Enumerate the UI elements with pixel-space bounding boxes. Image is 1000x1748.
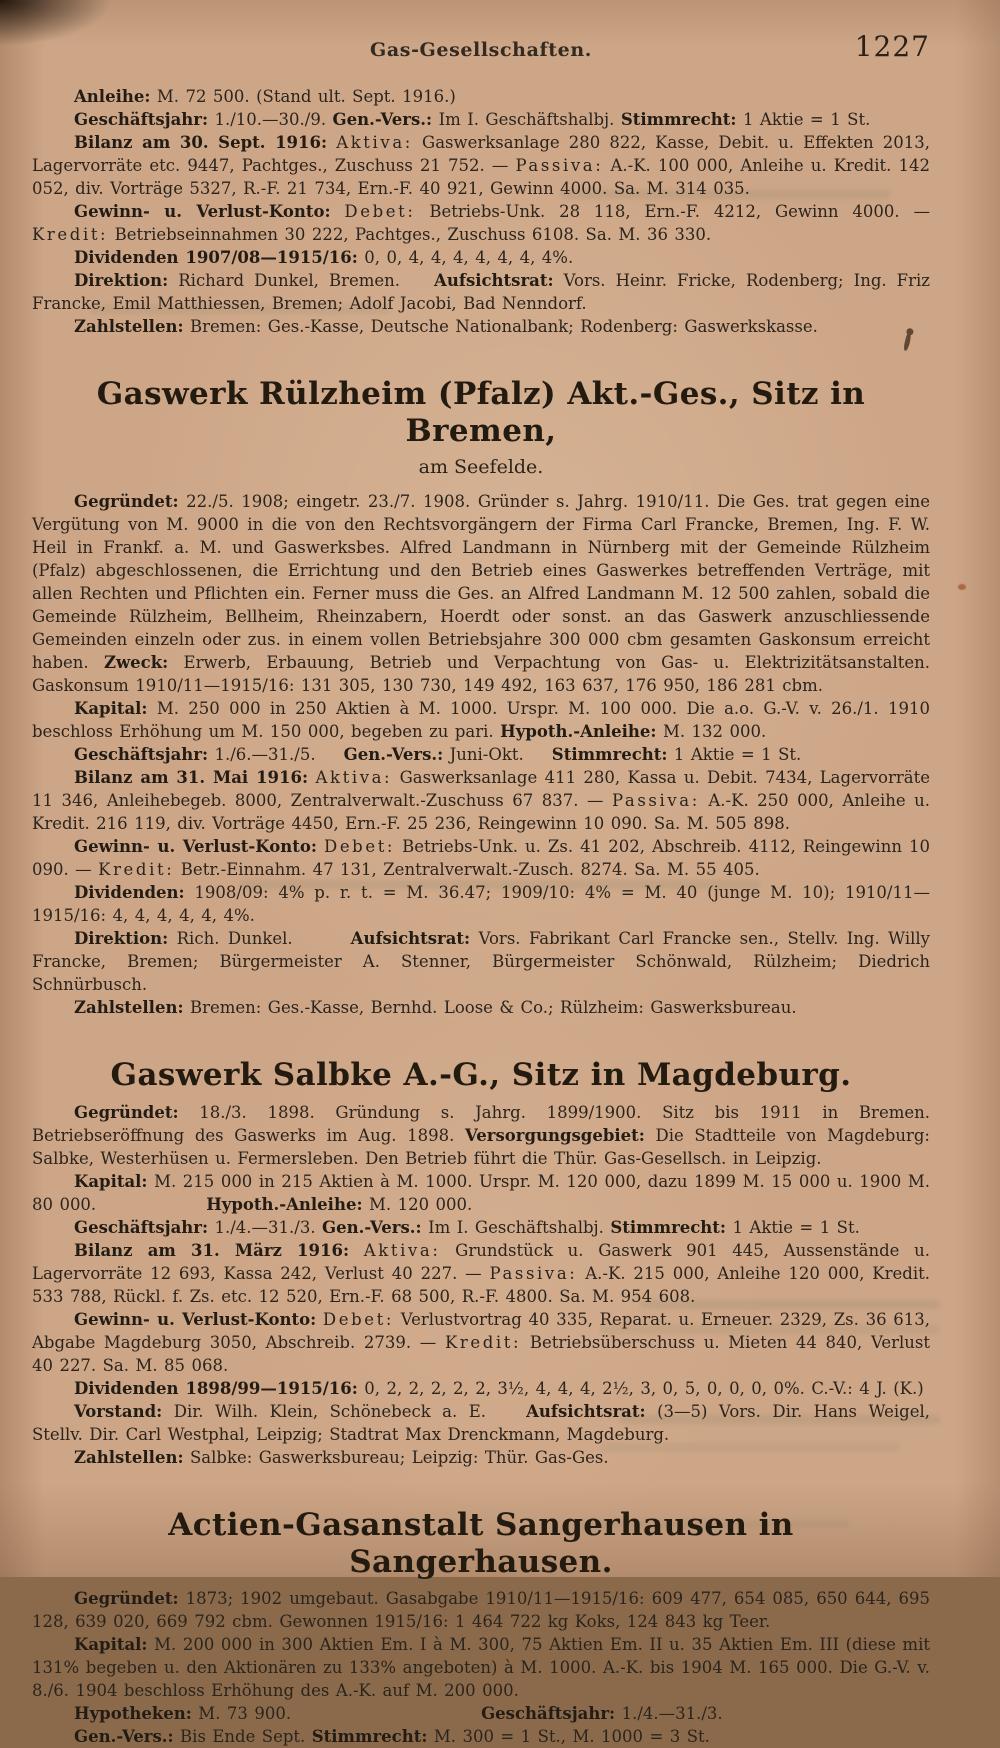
paragraph [32,1239,930,1308]
page-number: 1227 [854,30,930,63]
bold-label: Hypotheken: [74,1703,192,1723]
paragraph [32,1400,930,1446]
paragraph [32,1725,930,1748]
text-run: Gaswerksanlage 411 280, Kassa u. Debit. 7434, Lagervorräte 11 346, Anleihebegeb. 8000, Zentralverwalt.-Zuschuss 67 837. — [32,768,931,811]
text-run: 22./5. 1908; eingetr. 23./7. 1908. Gründer s. Jahrg. 1910/11. Die Ges. trat gegen eine Vergütung von M. 9000 in die von den Rechtsvorgängern der Firma Carl Francke, Bremen, Ing. F. W. Heil in Frankf. a. M. und Gaswerksbes. Alfred Landmann in Nürnberg mit der Gemeinde Rülzheim (Pfalz) abgeschlossenen, die Errichtung und den Betrieb eines Gaswerkes betreffenden Verträge, mit allen Rechten und Pflichten ein. Ferner muss die Ges. an Alfred Landmann M. 12 500 zahlen, sobald die Gemeinde Rülzheim, Bellheim, Rheinzabern, Hoerdt oder sonst. an das Gaswerk anzuschliessende Gemeinden einzeln oder zus. in einem vollen Betriebsjahre 300 000 cbm gesamten Gaskonsum erreicht haben. [32,492,930,673]
company-heading: Gaswerk Salbke A.-G., Sitz in Magdeburg. [110,1057,852,1094]
text-run: Erwerb, Erbauung, Betrieb und Verpachtung von Gas- u. Elektrizitätsanstalten. Gaskonsum 1910/11—1915/16: 131 305, 130 730, 149 492, 163 637, 176 950, 186 281 cbm. [32,653,930,696]
bold-label: Bilanz am 31. Mai 1916: [74,768,309,788]
text-run: Betriebseinnahmen 30 222, Pachtges., Zuschuss 6108. Sa. M. 36 330. [108,225,712,244]
text-run [331,202,345,221]
paragraph [32,490,930,697]
paragraph [32,1377,930,1400]
paragraph [32,315,930,338]
paragraph [32,927,930,996]
bold-label: Geschäftsjahr: [481,1703,616,1723]
bold-label: Stimmrecht: [551,745,668,765]
text-run: Bis Ende Sept. [173,1726,312,1746]
bold-label: Hypoth.-Anleihe: [206,1194,363,1214]
paragraph [32,200,930,246]
paragraph [32,996,930,1019]
text-run: Salbke: Gaswerksbureau; Leipzig: Thür. Gas-Ges. [183,1447,609,1467]
text-run: M. 300 = 1 St., M. 1000 = 3 St. [427,1726,710,1746]
paragraph [32,697,930,743]
bold-label: Stimmrecht: [610,1217,727,1237]
text-run: A.-K. 100 000, Anleihe u. Kredit. 142 052, div. Vorträge 5327, R.-F. 21 734, Ern.-F. 40 921, Gewinn 4000. Sa. M. 314 035. [32,156,930,198]
bold-label: Anleihe: [74,87,151,106]
text-run: 18./3. 1898. Gründung s. Jahrg. 1899/1900. Sitz bis 1911 in Bremen. Betriebseröffnung des Gaswerks im Aug. 1898. [32,1102,930,1145]
text-run [316,1310,323,1329]
bold-label: Gen.-Vers.: [322,1217,422,1237]
spaced-label: Passiva: [489,1263,578,1283]
paragraph [32,881,930,927]
paragraph [32,1101,930,1170]
text-run: Betriebs-Unk. 28 118, Ern.-F. 4212, Gewinn 4000. — [415,202,930,221]
text-run: Vors. Heinr. Fricke, Rodenberg; Ing. Friz Francke, Emil Matthiessen, Bremen; Adolf Jacobi, Bad Nenndorf. [32,271,930,313]
paragraph [32,1308,930,1377]
text-run: Gaswerksanlage 280 822, Kasse, Debit. u. Effekten 2013, Lagervorräte etc. 9447, Pachtges., Zuschuss 21 752. — [32,133,930,175]
company-heading: Gaswerk Rülzheim (Pfalz) Akt.-Ges., Sitz in Bremen, [96,376,866,450]
entry-continuation-rodenberg [32,85,930,338]
text-run: 1 Aktie = 1 St. [667,745,802,765]
bold-label: Bilanz am 30. Sept. 1916: [74,133,328,152]
spaced-label: Kredit: [444,1332,522,1352]
paragraph [32,1633,930,1702]
spaced-label: Passiva: [515,156,604,175]
text-run: Betr.-Einnahm. 47 131, Zentralverwalt.-Zusch. 8274. Sa. M. 55 405. [174,860,760,880]
bold-label: Gen.-Vers.: [343,745,444,765]
text-run: Grundstück u. Gaswerk 901 445, Aussenstände u. Lagervorräte 12 693, Kassa 242, Verlust 40 227. — [32,1240,930,1283]
bold-label: Geschäftsjahr: [74,745,209,765]
bold-label: Gegründet: [74,1102,179,1122]
paragraph [32,1216,930,1239]
bold-label: Kapital: [74,1634,148,1654]
spaced-label: Debet: [323,837,396,857]
paragraph [32,269,930,315]
text-run: 1873; 1902 umgebaut. Gasabgabe 1910/11—1915/16: 609 477, 654 085, 650 644, 695 128, 639 020, 669 792 cbm. Gewonnen 1915/16: 1 464 722 kg Koks, 124 843 kg Teer. [32,1588,930,1631]
bold-label: Zahlstellen: [74,998,184,1018]
spaced-label: Kredit: [32,225,109,244]
entry-actien-gasanstalt-sangerhausen [32,1507,930,1748]
text-run: M. 200 000 in 300 Aktien Em. I à M. 300, 75 Aktien Em. II u. 35 Aktien Em. III (diese mit 131% begeben u. den Aktionären zu 133% angeboten) à M. 1000. A.-K. bis 1904 M. 165 000. Die G.-V. v. 8./6. 1904 beschloss Erhöhung des A.-K. auf M. 200 000. [32,1634,930,1700]
bold-label: Aufsichtsrat: [350,929,471,949]
bold-label: Aufsichtsrat: [526,1401,646,1421]
bold-label: Gewinn- u. Verlust-Konto: [74,837,317,857]
paragraph [32,108,930,131]
text-run: 1 Aktie = 1 St. [736,110,871,129]
text-run: Bremen: Ges.-Kasse, Bernhd. Loose & Co.; Rülzheim: Gaswerksbureau. [183,998,797,1018]
paragraph [32,1170,930,1216]
bold-label: Hypoth.-Anleihe: [500,722,657,742]
text-run: 1908/09: 4% p. r. t. = M. 36.47; 1909/10: 4% = M. 40 (junge M. 10); 1910/11—1915/16: 4, 4, 4, 4, 4, 4%. [32,883,930,926]
bold-label: Gen.-Vers.: [74,1726,174,1746]
bold-label: Gewinn- u. Verlust-Konto: [74,202,331,221]
entry-gaswerk-salbke [32,1057,930,1468]
text-run: M. 120 000. [362,1194,473,1214]
text-run: 1./4.—31./3. [208,1217,323,1237]
text-run: M. 72 500. (Stand ult. Sept. 1916.) [150,87,456,106]
bold-label: Direktion: [74,271,169,290]
text-run: Rich. Dunkel. [168,929,293,949]
paragraph [32,743,930,766]
text-run: Die Stadtteile von Magdeburg: Salbke, Westerhüsen u. Fermersleben. Den Betrieb führt die Thür. Gas-Gesellsch. in Leipzig. [32,1125,930,1168]
text-run: 1./6.—31./5. [208,745,316,765]
bold-label: Kapital: [74,699,148,719]
spaced-label: Aktiva: [363,1240,441,1260]
bold-label: Zahlstellen: [74,317,184,336]
paragraph [32,246,930,269]
paragraph [32,1702,930,1725]
text-run: 1./10.—30./9. [208,110,333,129]
text-run: Dir. Wilh. Klein, Schönebeck a. E. [162,1401,487,1421]
spaced-label: Aktiva: [336,133,413,152]
paragraph [32,1587,930,1633]
text-run: 0, 0, 4, 4, 4, 4, 4, 4, 4%. [357,248,574,267]
sections [32,85,930,1748]
bold-label: Aufsichtsrat: [434,271,554,290]
paragraph [32,1446,930,1469]
text-run: M. 132 000. [656,722,767,742]
text-run: Betriebsüberschuss u. Mieten 44 840, Verlust 40 227. Sa. M. 85 068. [32,1332,930,1375]
bold-label: Stimmrecht: [620,110,737,129]
company-heading: Actien-Gasanstalt Sangerhausen in Sangerhausen. [168,1506,794,1580]
paragraph [32,131,930,200]
text-run: Im I. Geschäftshalbj. [432,110,621,129]
text-run: (3—5) Vors. Dir. Hans Weigel, Stellv. Dir. Carl Westphal, Leipzig; Stadtrat Max Drenckmann, Magdeburg. [32,1401,930,1444]
paragraph [32,835,930,881]
stain-dot [958,584,966,590]
bold-label: Geschäftsjahr: [74,1217,209,1237]
page-title: Gas-Gesellschaften. [370,39,592,61]
entry-gaswerk-ruelzheim [32,376,930,1019]
text-run: Juni-Okt. [443,745,524,765]
bold-label: Gegründet: [74,1588,179,1608]
text-run: Richard Dunkel, Bremen. [168,271,401,290]
spaced-label: Aktiva: [315,768,393,788]
bold-label: Geschäftsjahr: [74,110,209,129]
text-run: Verlustvortrag 40 335, Reparat. u. Erneuer. 2329, Zs. 36 613, Abgabe Magdeburg 3050, Abschreib. 2739. — [32,1309,930,1352]
bold-label: Kapital: [74,1171,148,1191]
text-run: 1./4.—31./3. [615,1703,723,1723]
text-run: Im I. Geschäftshalbj. [421,1217,611,1237]
running-header [32,30,930,63]
text-run: M. 73 900. [191,1703,292,1723]
text-run: A.-K. 215 000, Anleihe 120 000, Kredit. 533 788, Rückl. f. Zs. etc. 12 520, Ern.-F. 68 500, R.-F. 4800. Sa. M. 954 608. [32,1263,930,1306]
bold-label: Dividenden 1907/08—1915/16: [74,248,358,267]
text-run: 1 Aktie = 1 St. [726,1217,860,1237]
text-run [327,133,336,152]
bold-label: Gewinn- u. Verlust-Konto: [74,1309,317,1329]
bold-label: Direktion: [74,929,169,949]
bold-label: Dividenden 1898/99—1915/16: [74,1378,358,1398]
spaced-label: Debet: [322,1309,395,1329]
paragraph [32,766,930,835]
spaced-label: Passiva: [611,791,700,811]
text-run: A.-K. 250 000, Anleihe u. Kredit. 216 119, div. Vorträge 4450, Ern.-F. 25 236, Reingewinn 10 090. Sa. M. 505 898. [32,791,930,834]
bold-label: Versorgungsgebiet: [464,1125,645,1145]
company-subheading: am Seefelde. [418,456,544,479]
text-run: Bremen: Ges.-Kasse, Deutsche Nationalbank; Rodenberg: Gaswerkskasse. [183,317,818,336]
bold-label: Dividenden: [74,883,185,903]
bold-label: Gegründet: [74,492,179,512]
text-run: Vors. Fabrikant Carl Francke sen., Stellv. Ing. Willy Francke, Bremen; Bürgermeister A. Stenner, Bürgermeister Schönwald, Rülzheim; Diedrich Schnürbusch. [32,929,930,995]
bold-label: Zahlstellen: [74,1447,184,1467]
paragraph [32,85,930,108]
text-run: M. 215 000 in 215 Aktien à M. 1000. Urspr. M. 120 000, dazu 1899 M. 15 000 u. 1900 M. 80 000. [32,1171,930,1214]
text-run: Betriebs-Unk. u. Zs. 41 202, Abschreib. 4112, Reingewinn 10 090. — [32,837,930,880]
text-run [349,1241,364,1260]
text-run: 0, 2, 2, 2, 2, 2, 3½, 4, 4, 4, 2½, 3, 0, 5, 0, 0, 0, 0%. C.-V.: 4 J. (K.) [357,1378,924,1398]
bold-label: Stimmrecht: [311,1726,428,1746]
spaced-label: Debet: [344,202,416,221]
text-run: M. 250 000 in 250 Aktien à M. 1000. Urspr. M. 100 000. Die a.o. G.-V. v. 26./1. 1910 beschloss Erhöhung um M. 150 000, begeben zu pari. [32,699,930,742]
text-run [317,837,324,856]
bold-label: Zweck: [103,653,169,673]
spaced-label: Kredit: [98,860,175,880]
bold-label: Gen.-Vers.: [332,110,433,129]
bold-label: Bilanz am 31. März 1916: [74,1240,350,1260]
bold-label: Vorstand: [74,1401,163,1421]
